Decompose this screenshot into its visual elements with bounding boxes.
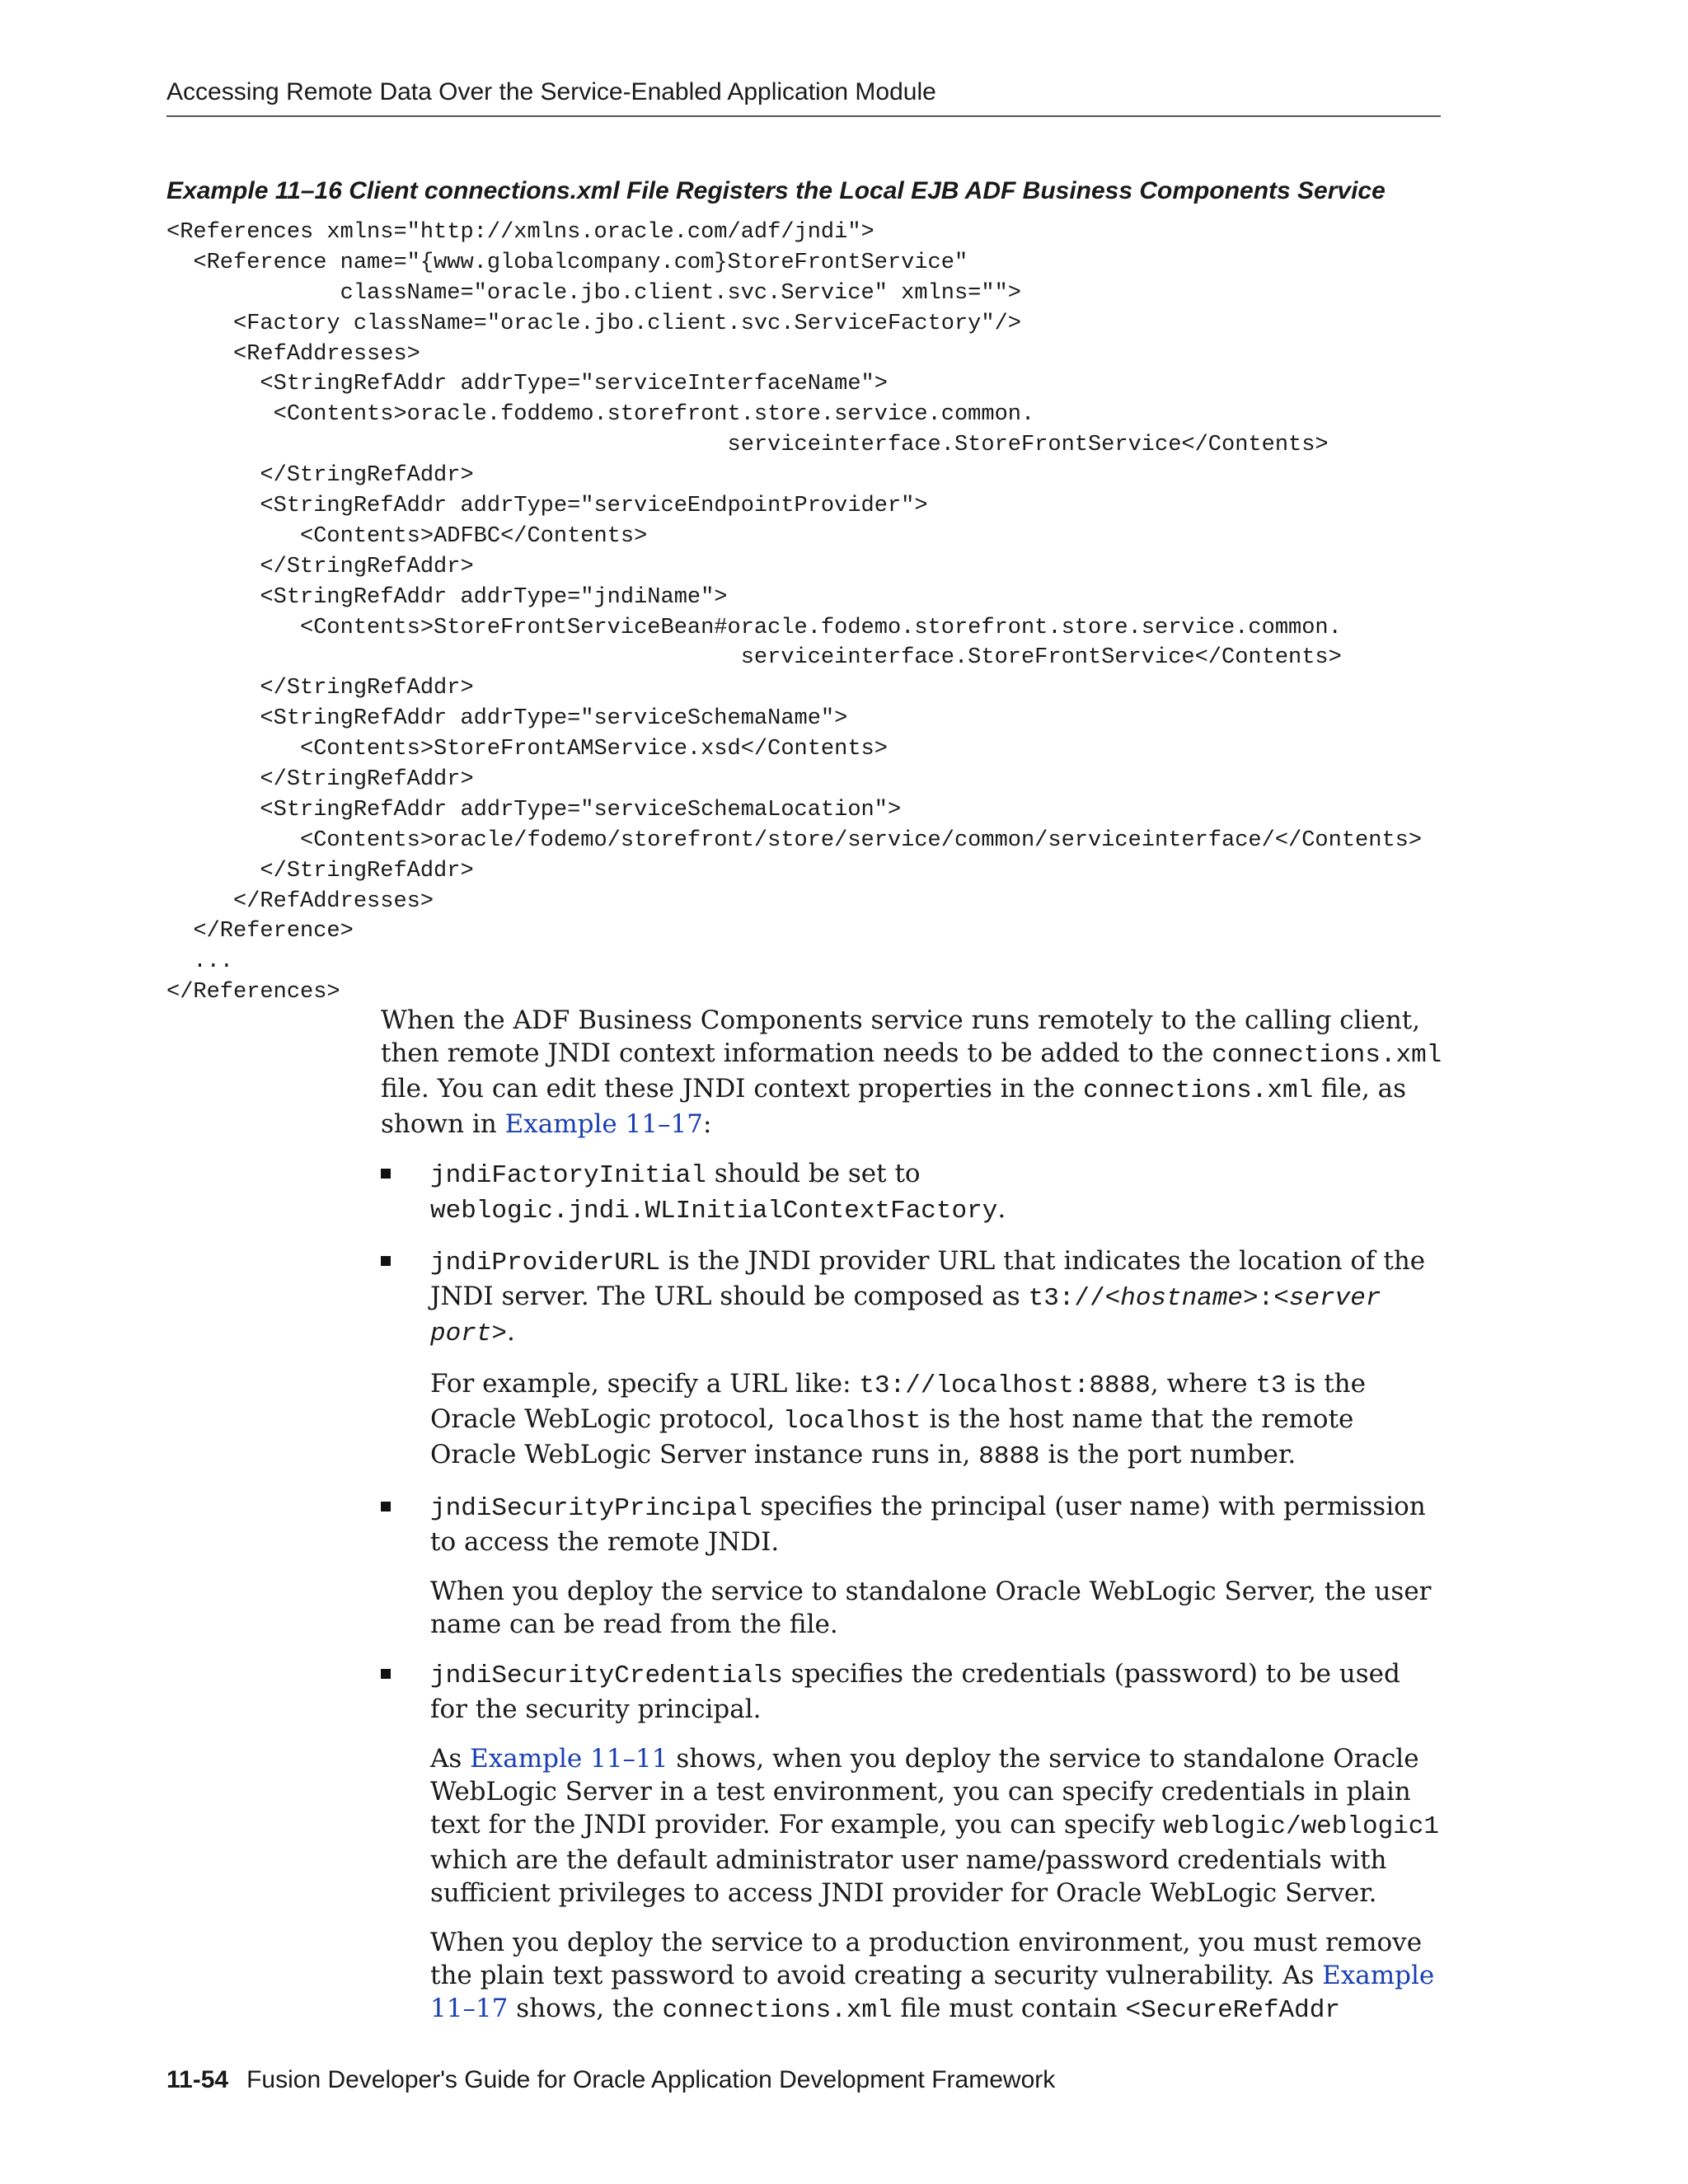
connections-xml-code: connections.xml <box>1212 1041 1442 1070</box>
intro-text-3: file, as shown in <box>381 1074 1407 1139</box>
bullet-icon <box>381 1169 391 1179</box>
factory-class-code: weblogic.jndi.WLInitialContextFactory <box>430 1197 998 1226</box>
bullet-text: shows, when you deploy the service to standalone Oracle WebLogic Server in a test environment, you can specify credentials in plain text for the JNDI provider. For example, you can specify <box>430 1744 1419 1840</box>
bullet-text: shows, the <box>508 1994 663 2023</box>
secure-ref-addr-code: <SecureRefAddr <box>1125 1996 1340 2025</box>
code-line: </Reference> <box>166 919 354 944</box>
code-line: <RefAddresses> <box>166 341 420 367</box>
bullet-text: When you deploy the service to a production environment, you must remove the plain text password to avoid creating a security vulnerability. As <box>430 1928 1423 1990</box>
url-code: t3:// <box>1028 1284 1105 1313</box>
intro-text-1: When the ADF Business Components service runs remotely to the calling client, then remote JNDI context information needs to be added to the <box>381 1005 1421 1068</box>
bullet-text: , where <box>1150 1369 1256 1399</box>
bullet-text: As <box>430 1744 471 1774</box>
code-line: <Contents>ADFBC</Contents> <box>166 523 648 549</box>
code-line: <Reference name="{www.globalcompany.com}StoreFrontService" <box>166 250 968 275</box>
code-line: <References xmlns="http://xmlns.oracle.com/adf/jndi"> <box>166 220 874 245</box>
url-hostname-code: <hostname> <box>1104 1284 1259 1313</box>
code-line: <Contents>oracle.foddemo.storefront.store.service.common. <box>166 402 1035 428</box>
list-item <box>381 1490 1444 1641</box>
code-line: <StringRefAddr addrType="serviceInterfaceName"> <box>166 372 888 397</box>
book-title: Fusion Developer's Guide for Oracle Application Development Framework <box>246 2066 1056 2093</box>
bullet-text: For example, specify a URL like: <box>430 1369 860 1399</box>
code-line: <StringRefAddr addrType="serviceSchemaLocation"> <box>166 797 902 823</box>
connections-xml-code: connections.xml <box>1083 1076 1314 1105</box>
page-number: 11-54 <box>166 2066 229 2093</box>
url-port-code: <server port> <box>430 1284 1381 1348</box>
bullet-text: file must contain <box>892 1994 1126 2023</box>
code-line: </StringRefAddr> <box>166 554 474 579</box>
example-11-17-link[interactable]: Example 11–17 <box>430 1961 1435 2023</box>
protocol-code: t3 <box>1255 1371 1287 1400</box>
code-line: <StringRefAddr addrType="serviceSchemaName"> <box>166 706 848 732</box>
bullet-text: . <box>997 1194 1006 1224</box>
code-listing <box>166 218 1422 1008</box>
intro-paragraph <box>381 1004 1444 1141</box>
code-line: <Contents>StoreFrontServiceBean#oracle.fodemo.storefront.store.service.common. <box>166 615 1342 640</box>
running-header: Accessing Remote Data Over the Service-Enabled Application Module <box>166 76 1441 117</box>
code-line: ... <box>166 949 234 975</box>
bullet-paragraph <box>430 1490 1444 1558</box>
property-name-code: jndiSecurityCredentials <box>430 1661 783 1690</box>
code-line: </StringRefAddr> <box>166 463 474 489</box>
bullet-text: specifies the credentials (password) to be used for the security principal. <box>430 1659 1400 1724</box>
bullet-icon <box>381 1502 391 1511</box>
bullet-text: is the JNDI provider URL that indicates the location of the JNDI server. The URL should be composed as <box>430 1246 1426 1311</box>
code-line: serviceinterface.StoreFrontService</Contents> <box>166 645 1342 671</box>
page-footer <box>166 2064 1055 2097</box>
code-line: <Contents>oracle/fodemo/storefront/store/service/common/serviceinterface/</Contents> <box>166 827 1423 853</box>
bullet-paragraph <box>430 1367 1444 1474</box>
url-code: t3://localhost:8888 <box>859 1371 1151 1400</box>
code-line: </StringRefAddr> <box>166 858 474 883</box>
bullet-paragraph <box>430 1244 1444 1351</box>
body-text <box>381 1004 1444 2044</box>
bullet-text: . <box>507 1317 515 1347</box>
code-line: </StringRefAddr> <box>166 767 474 793</box>
code-line: <Factory className="oracle.jbo.client.svc.ServiceFactory"/> <box>166 311 1021 336</box>
bullet-paragraph <box>430 1157 1444 1228</box>
bullet-paragraph: When you deploy the service to standalone Oracle WebLogic Server, the user name can be read from the file. <box>430 1577 1432 1639</box>
connections-xml-code: connections.xml <box>662 1996 893 2025</box>
example-title: Example 11–16 Client connections.xml File Registers the Local EJB ADF Business Components Service <box>166 177 1386 204</box>
code-line: serviceinterface.StoreFrontService</Contents> <box>166 433 1329 458</box>
property-list <box>381 1157 1444 2027</box>
code-line: <StringRefAddr addrType="jndiName"> <box>166 584 728 610</box>
bullet-icon <box>381 1669 391 1679</box>
code-line: </References> <box>166 980 340 1005</box>
list-item <box>381 1157 1444 1228</box>
credentials-code: weblogic/weblogic1 <box>1163 1812 1440 1841</box>
hostname-code: localhost <box>783 1407 921 1436</box>
bullet-text: is the host name that the remote Oracle WebLogic Server instance runs in, <box>430 1404 1354 1469</box>
bullet-text: should be set to <box>706 1159 921 1188</box>
list-item <box>381 1244 1444 1474</box>
bullet-text: which are the default administrator user name/password credentials with sufficient privileges to access JNDI provider for Oracle WebLogic Server. <box>430 1845 1387 1908</box>
bullet-icon <box>381 1256 391 1266</box>
bullet-text: is the port number. <box>1039 1440 1296 1469</box>
bullet-text: is the Oracle WebLogic protocol, <box>430 1369 1366 1434</box>
intro-text-4: : <box>702 1109 712 1139</box>
code-line: </RefAddresses> <box>166 888 434 914</box>
code-line: <Contents>StoreFrontAMService.xsd</Contents> <box>166 737 888 762</box>
code-line: <StringRefAddr addrType="serviceEndpointProvider"> <box>166 494 928 519</box>
bullet-paragraph <box>430 1926 1444 2027</box>
example-11-17-link[interactable]: Example 11–17 <box>504 1109 703 1139</box>
code-line: </StringRefAddr> <box>166 676 474 701</box>
list-item <box>381 1657 1444 2027</box>
intro-text-2: file. You can edit these JNDI context properties in the <box>381 1074 1084 1104</box>
port-code: 8888 <box>978 1442 1040 1471</box>
bullet-paragraph <box>430 1742 1444 1910</box>
property-name-code: jndiSecurityPrincipal <box>430 1494 753 1523</box>
bullet-text: specifies the principal (user name) with permission to access the remote JNDI. <box>430 1492 1426 1557</box>
property-name-code: jndiProviderURL <box>430 1249 661 1277</box>
property-name-code: jndiFactoryInitial <box>430 1161 706 1190</box>
bullet-paragraph <box>430 1657 1444 1726</box>
example-11-11-link[interactable]: Example 11–11 <box>470 1744 668 1774</box>
url-code: : <box>1258 1284 1274 1313</box>
code-line: className="oracle.jbo.client.svc.Service" xmlns=""> <box>166 280 1021 306</box>
